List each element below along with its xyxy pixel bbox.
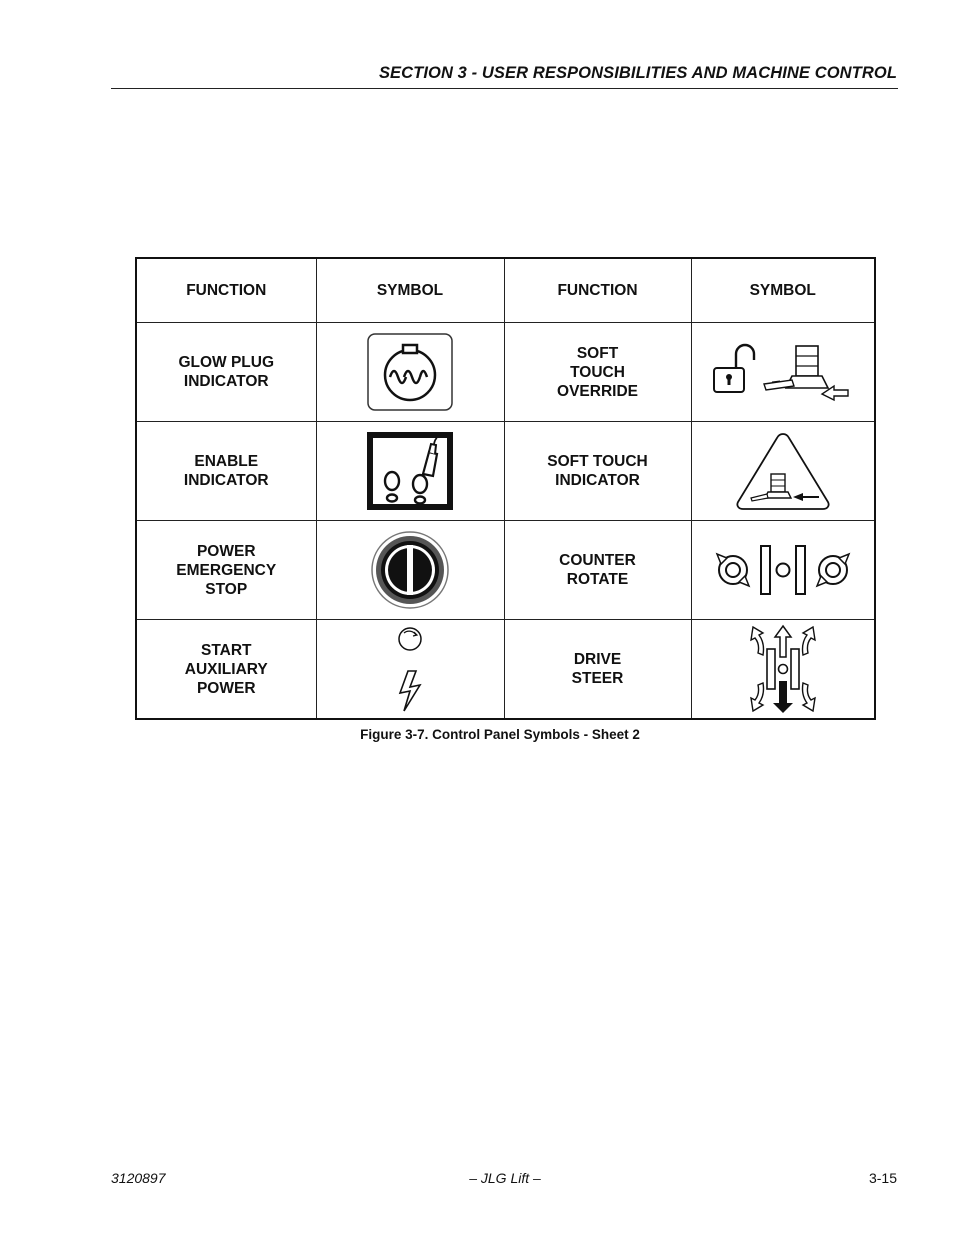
symbol-cell (691, 323, 875, 422)
symbol-cell (316, 323, 504, 422)
table-row (136, 323, 875, 422)
page-number: 3-15 (868, 1170, 897, 1186)
function-label: GLOW PLUG INDICATOR (136, 323, 316, 422)
soft-touch-override-icon (708, 342, 858, 402)
function-label: DRIVE STEER (504, 620, 691, 720)
symbol-cell (691, 422, 875, 521)
soft-touch-warning-icon (733, 430, 833, 512)
function-label: ENABLE INDICATOR (136, 422, 316, 521)
function-label: SOFT TOUCH INDICATOR (504, 422, 691, 521)
enable-foot-pedal-icon (365, 430, 455, 512)
function-label: COUNTER ROTATE (504, 521, 691, 620)
auxiliary-power-icon (390, 623, 430, 715)
header-rule (111, 88, 898, 89)
table-header-row (136, 258, 875, 323)
counter-rotate-icon (713, 540, 853, 600)
table-row (136, 422, 875, 521)
function-label: START AUXILIARY POWER (136, 620, 316, 720)
function-label: POWER EMERGENCY STOP (136, 521, 316, 620)
table-row (136, 521, 875, 620)
column-header: FUNCTION (136, 258, 316, 323)
figure-caption: Figure 3-7. Control Panel Symbols - Sheet 2 (360, 727, 640, 742)
section-title: SECTION 3 - USER RESPONSIBILITIES AND MACHINE CONTROL (378, 64, 897, 82)
column-header: SYMBOL (316, 258, 504, 323)
symbol-cell (316, 521, 504, 620)
symbol-cell (316, 620, 504, 720)
symbol-cell (691, 521, 875, 620)
emergency-stop-button-icon (369, 529, 451, 611)
symbol-cell (691, 620, 875, 720)
symbol-cell (316, 422, 504, 521)
control-symbols-table (135, 257, 876, 720)
function-label: SOFT TOUCH OVERRIDE (504, 323, 691, 422)
table-row (136, 620, 875, 720)
column-header: FUNCTION (504, 258, 691, 323)
glow-plug-icon (365, 331, 455, 413)
publisher-name: – JLG Lift – (469, 1170, 541, 1186)
drive-steer-icon (743, 623, 823, 715)
column-header: SYMBOL (691, 258, 875, 323)
document-number: 3120897 (111, 1170, 166, 1186)
